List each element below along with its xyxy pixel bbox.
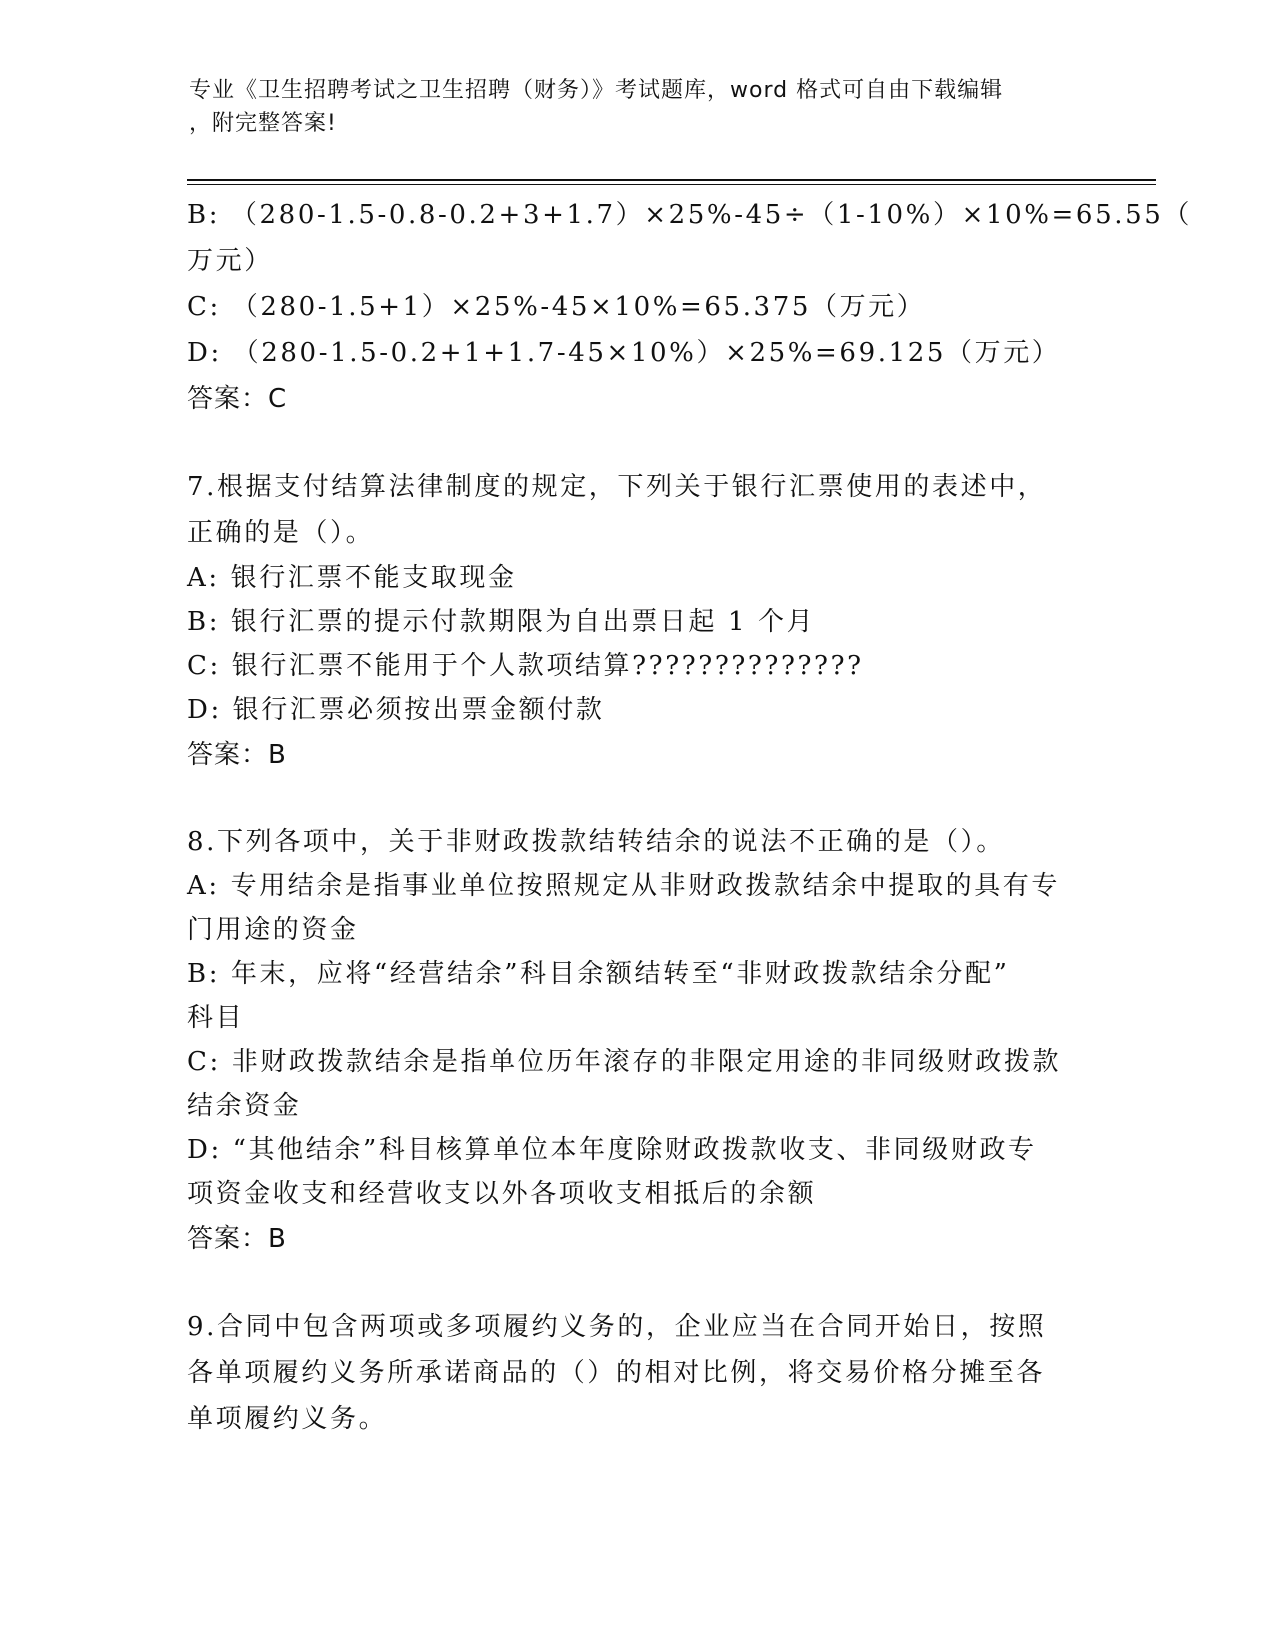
answer: 答案：B <box>187 740 287 770</box>
option-b-line-2: 万元） <box>187 246 273 276</box>
spacer <box>187 778 1087 820</box>
option-d-line-2: 项资金收支和经营收支以外各项收支相抵后的余额 <box>187 1179 817 1209</box>
spacer <box>187 422 1087 464</box>
header-line-2: ，附完整答案! <box>189 111 337 136</box>
option-b-line-2: 科目 <box>187 1003 245 1033</box>
question-7 <box>187 464 1087 778</box>
option-c-line-1: C: 非财政拨款结余是指单位历年滚存的非限定用途的非同级财政拨款 <box>187 1047 1062 1077</box>
answer: 答案：B <box>187 1224 287 1254</box>
question-stem: 8.下列各项中，关于非财政拨款结转结余的说法不正确的是（）。 <box>187 827 1005 857</box>
header-rule-thick <box>187 179 1156 181</box>
spacer <box>187 1262 1087 1304</box>
question-8 <box>187 820 1087 1262</box>
question-9 <box>187 1304 1087 1442</box>
option-a-line-2: 门用途的资金 <box>187 915 359 945</box>
question-6-tail <box>187 192 1192 422</box>
document-header <box>189 74 1069 140</box>
option-a: A: 银行汇票不能支取现金 <box>187 563 517 593</box>
question-stem-line-1: 9.合同中包含两项或多项履约义务的，企业应当在合同开始日，按照 <box>187 1312 1047 1342</box>
option-b: B: 银行汇票的提示付款期限为自出票日起 1 个月 <box>187 607 816 637</box>
option-c: C: 银行汇票不能用于个人款项结算?????????????? <box>187 651 864 681</box>
question-stem-line-2: 正确的是（）。 <box>187 518 375 548</box>
header-rule-thin <box>187 184 1156 185</box>
option-a-line-1: A: 专用结余是指事业单位按照规定从非财政拨款结余中提取的具有专 <box>187 871 1061 901</box>
option-c-line-2: 结余资金 <box>187 1091 302 1121</box>
option-d: D: （280-1.5-0.2+1+1.7-45×10%）×25%=69.125（万元） <box>187 338 1061 368</box>
header-line-1: 专业《卫生招聘考试之卫生招聘（财务）》考试题库，word 格式可自由下载编辑 <box>189 78 1004 103</box>
document-body <box>187 192 1192 1442</box>
option-b-line-1: B: （280-1.5-0.8-0.2+3+1.7）×25%-45÷（1-10%）×10%=65.55（ <box>187 200 1192 230</box>
option-d: D: 银行汇票必须按出票金额付款 <box>187 695 605 725</box>
option-d-line-1: D: “其他结余”科目核算单位本年度除财政拨款收支、非同级财政专 <box>187 1135 1037 1165</box>
question-stem-line-2: 各单项履约义务所承诺商品的（）的相对比例，将交易价格分摊至各 <box>187 1358 1046 1388</box>
question-stem-line-3: 单项履约义务。 <box>187 1404 388 1434</box>
option-b-line-1: B: 年末，应将“经营结余”科目余额结转至“非财政拨款结余分配” <box>187 959 1010 989</box>
option-c: C: （280-1.5+1）×25%-45×10%=65.375（万元） <box>187 292 926 322</box>
question-stem-line-1: 7.根据支付结算法律制度的规定，下列关于银行汇票使用的表述中， <box>187 472 1047 502</box>
answer: 答案：C <box>187 384 288 414</box>
